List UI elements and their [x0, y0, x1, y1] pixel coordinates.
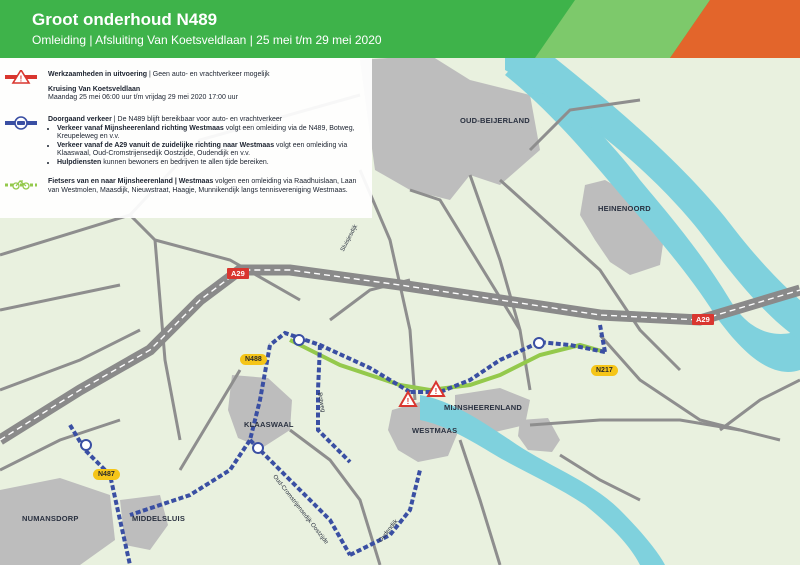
- page-title: Groot onderhoud N489: [32, 10, 218, 29]
- legend-panel: [0, 58, 372, 218]
- legend-through-b3-text: kunnen bewoners en bedrijven te allen tijde bereiken.: [101, 158, 269, 166]
- legend-works-text: Geen auto- en vrachtverkeer mogelijk: [152, 71, 270, 78]
- svg-text:!: !: [434, 387, 438, 396]
- car-circle-icon: [81, 440, 91, 450]
- car-circle-icon: [294, 335, 304, 345]
- legend-through-b1-bold: Verkeer vanaf Mijnsheerenland richting Westmaas: [57, 124, 224, 132]
- place-label-middelsluis: MIDDELSLUIS: [132, 514, 186, 523]
- street-label-oudendijk: Oudendijk: [378, 518, 400, 544]
- street-label-sluisjesdijk: Sluisjesdijk: [340, 223, 360, 253]
- legend-through-sep: |: [111, 116, 118, 123]
- svg-text:!: !: [19, 74, 23, 84]
- car-circle-icon: [534, 338, 544, 348]
- legend-works-title: Werkzaamheden in uitvoering: [48, 71, 148, 78]
- place-label-numansdorp: NUMANSDORP: [22, 514, 79, 523]
- place-label-oud-beijerland: OUD-BEIJERLAND: [460, 116, 530, 125]
- road-badge-a29-left: A29: [227, 268, 249, 279]
- legend-through-b2-bold: Verkeer vanaf de A29 vanuit de zuidelijke richting naar Westmaas: [57, 141, 275, 149]
- road-badge-n487: N487: [93, 469, 120, 480]
- bicycle-route-icon: [5, 178, 37, 192]
- legend-cyclists-text: volgen een omleiding via Raadhuislaan, Laan van Westmolen, Maasdijk, Nieuwstraat, Haagje, Munnikendijk langs tennisvereniging Westmaas.: [48, 178, 357, 194]
- page-subtitle: Omleiding | Afsluiting Van Koetsveldlaan | 25 mei t/m 29 mei 2020: [32, 33, 382, 47]
- place-label-klaaswaal: KLAASWAAL: [244, 420, 294, 429]
- legend-cyclists-title: Fietsers van en naar Mijnsheerenland | Westmaas: [48, 178, 214, 185]
- svg-text:!: !: [406, 397, 410, 406]
- place-label-heinenoord: HEINENOORD: [598, 204, 651, 213]
- car-circle-icon: [253, 443, 263, 453]
- road-badge-n217: N217: [591, 365, 618, 376]
- place-label-westmaas: WESTMAAS: [412, 426, 458, 435]
- road-badge-a29-right: A29: [692, 314, 714, 325]
- legend-works-sep: |: [147, 71, 153, 78]
- place-label-mijnsheerenland: MIJNSHEERENLAND: [444, 403, 523, 412]
- legend-through-b2-text: volgt een omleiding via Klaaswaal, Oud-Cromstrijensedijk Oostzijde, Oudendijk en v.v.: [57, 141, 348, 158]
- road-badge-n488: N488: [240, 354, 267, 365]
- street-label-botweg: Botweg: [316, 392, 326, 413]
- legend-works-location: Kruising Van Koetsveldlaan: [48, 85, 141, 93]
- legend-through-b3-bold: Hulpdiensten: [57, 158, 102, 166]
- roadwork-warning-icon: [5, 70, 37, 84]
- legend-through-text: De N489 blijft bereikbaar voor auto- en vrachtverkeer: [117, 116, 283, 123]
- legend-through-b1-text: volgt een omleiding via de N489, Botweg, Kreupeleweg en v.v.: [57, 124, 355, 141]
- street-label-oud-cromstrijensedijk: Oud-Cromstrijensedijk Oostzijde: [271, 474, 329, 546]
- car-truck-icon: [5, 116, 37, 130]
- legend-works-period: Maandag 25 mei 06:00 uur t/m vrijdag 29 mei 2020 17:00 uur: [48, 94, 238, 102]
- legend-through-title: Doorgaand verkeer: [48, 116, 112, 123]
